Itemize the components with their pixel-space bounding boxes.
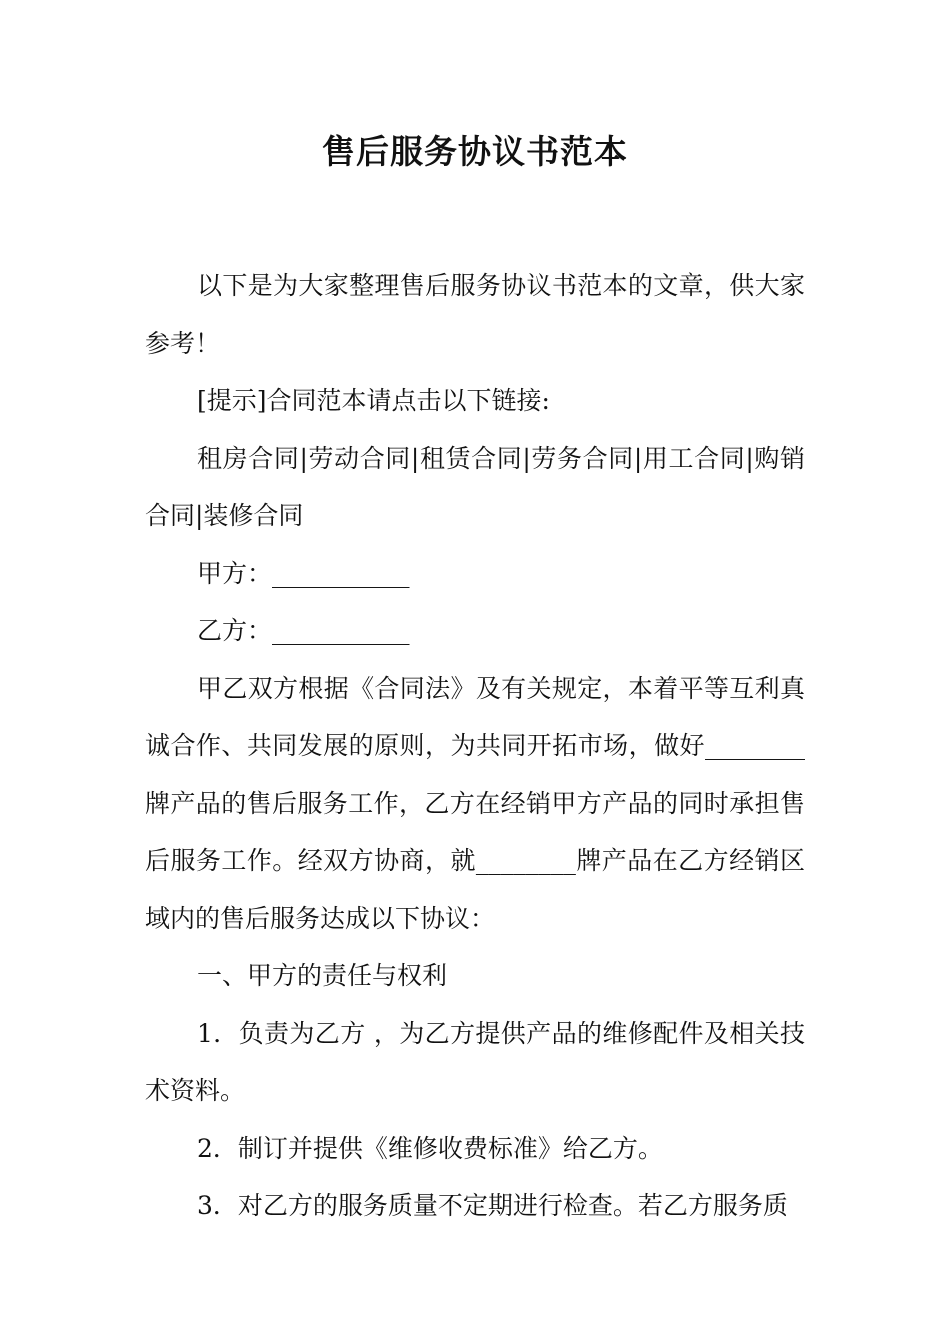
- clause-1: 1．负责为乙方 ，为乙方提供产品的维修配件及相关技术资料。: [145, 1018, 805, 1105]
- contract-links-paragraph: 租房合同|劳动合同|租赁合同|劳务合同|用工合同|购销合同|装修合同: [145, 443, 805, 530]
- preamble-paragraph: 甲乙双方根据《合同法》及有关规定，本着平等互利真诚合作、共同发展的原则，为共同开拓市场，做好________牌产品的售后服务工作，乙方在经销甲方产品的同时承担售后服务工作。经双方协商，就________牌产品在乙方经销区域内的售后服务达成以下协议：: [145, 673, 805, 933]
- document-body: [145, 257, 805, 1235]
- clause-2: 2．制订并提供《维修收费标准》给乙方。: [197, 1133, 663, 1163]
- document-title: 售后服务协议书范本: [322, 132, 628, 171]
- intro-paragraph: 以下是为大家整理售后服务协议书范本的文章，供大家参考！: [145, 271, 805, 358]
- hint-paragraph: [提示]合同范本请点击以下链接:: [197, 386, 550, 415]
- party-a-line: 甲方：___________: [197, 558, 410, 588]
- clause-3: 3．对乙方的服务质量不定期进行检查。若乙方服务质: [197, 1191, 788, 1220]
- party-b-line: 乙方：___________: [197, 616, 410, 645]
- section-heading: 一、甲方的责任与权利: [197, 961, 448, 990]
